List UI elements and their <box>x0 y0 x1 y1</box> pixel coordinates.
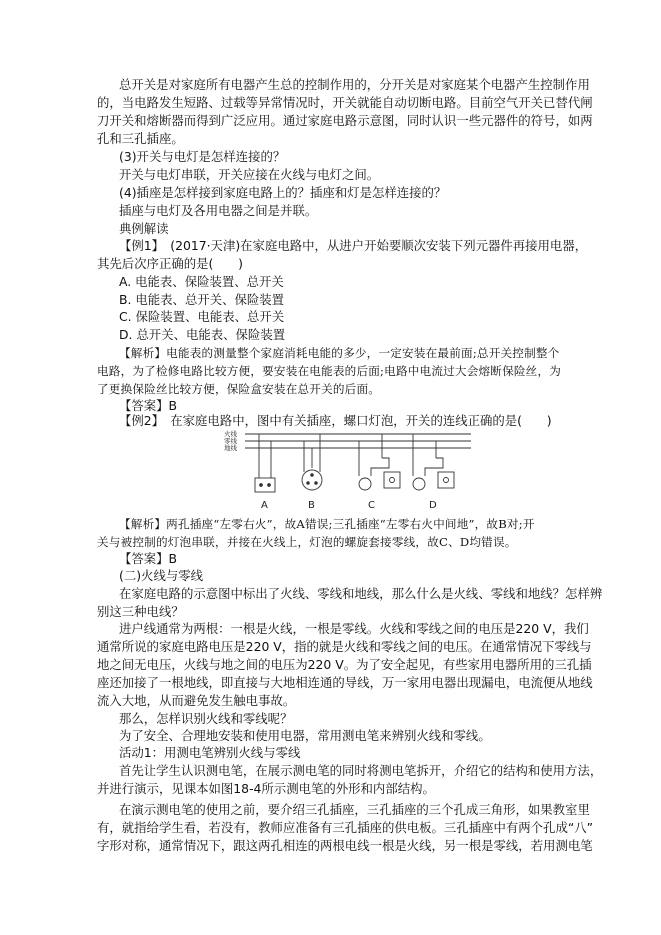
analysis-line: 【解析】两孔插座“左零右火”，故A错误;三孔插座“左零右火中间地”，故B对;开 <box>119 517 535 531</box>
option-label: C <box>368 500 375 511</box>
text-line: 流入大地，从而避免发生触电事故。 <box>97 693 296 708</box>
wire-label: 零线 <box>224 437 237 445</box>
wire-label: 地线 <box>224 444 237 452</box>
text-line: 刀开关和熔断器而得到广泛应用。通过家庭电路示意图，同时认识一些元器件的符号，如两 <box>97 113 593 128</box>
switch-d <box>438 472 454 488</box>
option-b: B. 电能表、总开关、保险装置 <box>119 292 285 307</box>
text-line: 通常所说的家庭电路电压是220 V，指的就是火线和零线之间的电压。在通常情况下零线与 <box>97 639 592 654</box>
text-line: 的，当电路发生短路、过载等异常情况时，开关就能自动切断电路。目前空气开关已替代闸 <box>97 95 593 110</box>
example-1-stem: 【例1】 (2017·天津)在家庭电路中，从进户开始要顺次安装下列元器件再接用电器， <box>119 238 588 253</box>
text-line: 插座与电灯及各用电器之间是并联。 <box>119 203 318 218</box>
text-line: 在演示测电笔的使用之前，要介绍三孔插座，三孔插座的三个孔成三角形，如果教室里 <box>119 802 590 817</box>
lamp-c <box>359 478 371 490</box>
text-line: 首先让学生认识测电笔，在展示测电笔的同时将测电笔拆开，介绍它的结构和使用方法， <box>119 763 603 778</box>
text-line: 字形对称，通常情况下，跟这两孔相连的两根电线一根是火线，另一根是零线，若用测电笔 <box>97 838 593 853</box>
analysis-line: 【解析】电能表的测量整个家庭消耗电能的多少，一定安装在最前面;总开关控制整个 <box>119 346 560 360</box>
analysis-line: 关与被控制的灯泡串联，并接在火线上，灯泡的螺旋套接零线，故C、D均错误。 <box>97 535 517 549</box>
text-line: 座还加接了一根地线，即直接与大地相连通的导线，万一家用电器出现漏电，电流便从地线 <box>97 675 593 690</box>
text-line: 总开关是对家庭所有电器产生总的控制作用的，分开关是对家庭某个电器产生控制作用 <box>119 77 590 92</box>
answer-line: 【答案】B <box>119 551 178 566</box>
text-line: 进户线通常为两根：一根是火线，一根是零线。火线和零线之间的电压是220 V，我们 <box>119 621 589 636</box>
text-line: 开关与电灯串联，开关应接在火线与电灯之间。 <box>119 167 380 182</box>
text-line: 别这三种电线？ <box>97 604 184 619</box>
text-line: 为了安全、合理地安装和使用电器，常用测电笔来辨别火线和零线。 <box>119 728 491 743</box>
switch-c <box>384 472 400 488</box>
option-a: A. 电能表、保险装置、总开关 <box>119 274 284 289</box>
analysis-line: 了更换保险丝比较方便，保险盒安装在总开关的后面。 <box>97 382 381 396</box>
text-line: 并进行演示，见课本如图18-4所示测电笔的外形和内部结构。 <box>97 781 435 796</box>
option-label: A <box>261 500 268 511</box>
text-line: 有，就指给学生看，若没有，教师应准备有三孔插座的供电板。三孔插座中有两个孔成“八” <box>97 820 594 835</box>
text-line: 孔和三孔插座。 <box>97 131 184 146</box>
lamp-d <box>413 478 425 490</box>
option-label: B <box>308 500 315 511</box>
option-d: D. 总开关、电能表、保险装置 <box>119 327 286 342</box>
option-c: C. 保险装置、电能表、总开关 <box>119 309 285 324</box>
text-line: (3)开关与电灯是怎样连接的？ <box>119 149 286 164</box>
answer-line: 【答案】B <box>119 398 178 413</box>
text-line: 地之间无电压，火线与地之间的电压为220 V。为了安全起见，有些家用电器所用的三孔插 <box>97 657 592 672</box>
section-heading: 典例解读 <box>119 221 169 236</box>
text-line: 其先后次序正确的是( ) <box>97 256 243 271</box>
analysis-line: 电路，为了检修电路比较方便，要安装在电能表的后面;电路中电流过大会熔断保险丝，为 <box>97 364 562 378</box>
example-2-stem: 【例2】 在家庭电路中，图中有关插座，螺口灯泡，开关的连线正确的是( ) <box>119 413 552 428</box>
text-line: 那么，怎样识别火线和零线呢？ <box>119 711 293 726</box>
wire-label: 火线 <box>224 430 237 438</box>
socket-a <box>255 478 275 492</box>
section-heading: (二)火线与零线 <box>119 568 204 583</box>
activity-heading: 活动1：用测电笔辨别火线与零线 <box>119 745 301 760</box>
text-line: 在家庭电路的示意图中标出了火线、零线和地线，那么什么是火线、零线和地线？怎样辨 <box>119 586 603 601</box>
option-label: D <box>429 500 437 511</box>
text-line: (4)插座是怎样接到家庭电路上的？插座和灯是怎样连接的？ <box>119 185 447 200</box>
socket-b <box>302 470 322 490</box>
circuit-diagram <box>221 428 473 512</box>
